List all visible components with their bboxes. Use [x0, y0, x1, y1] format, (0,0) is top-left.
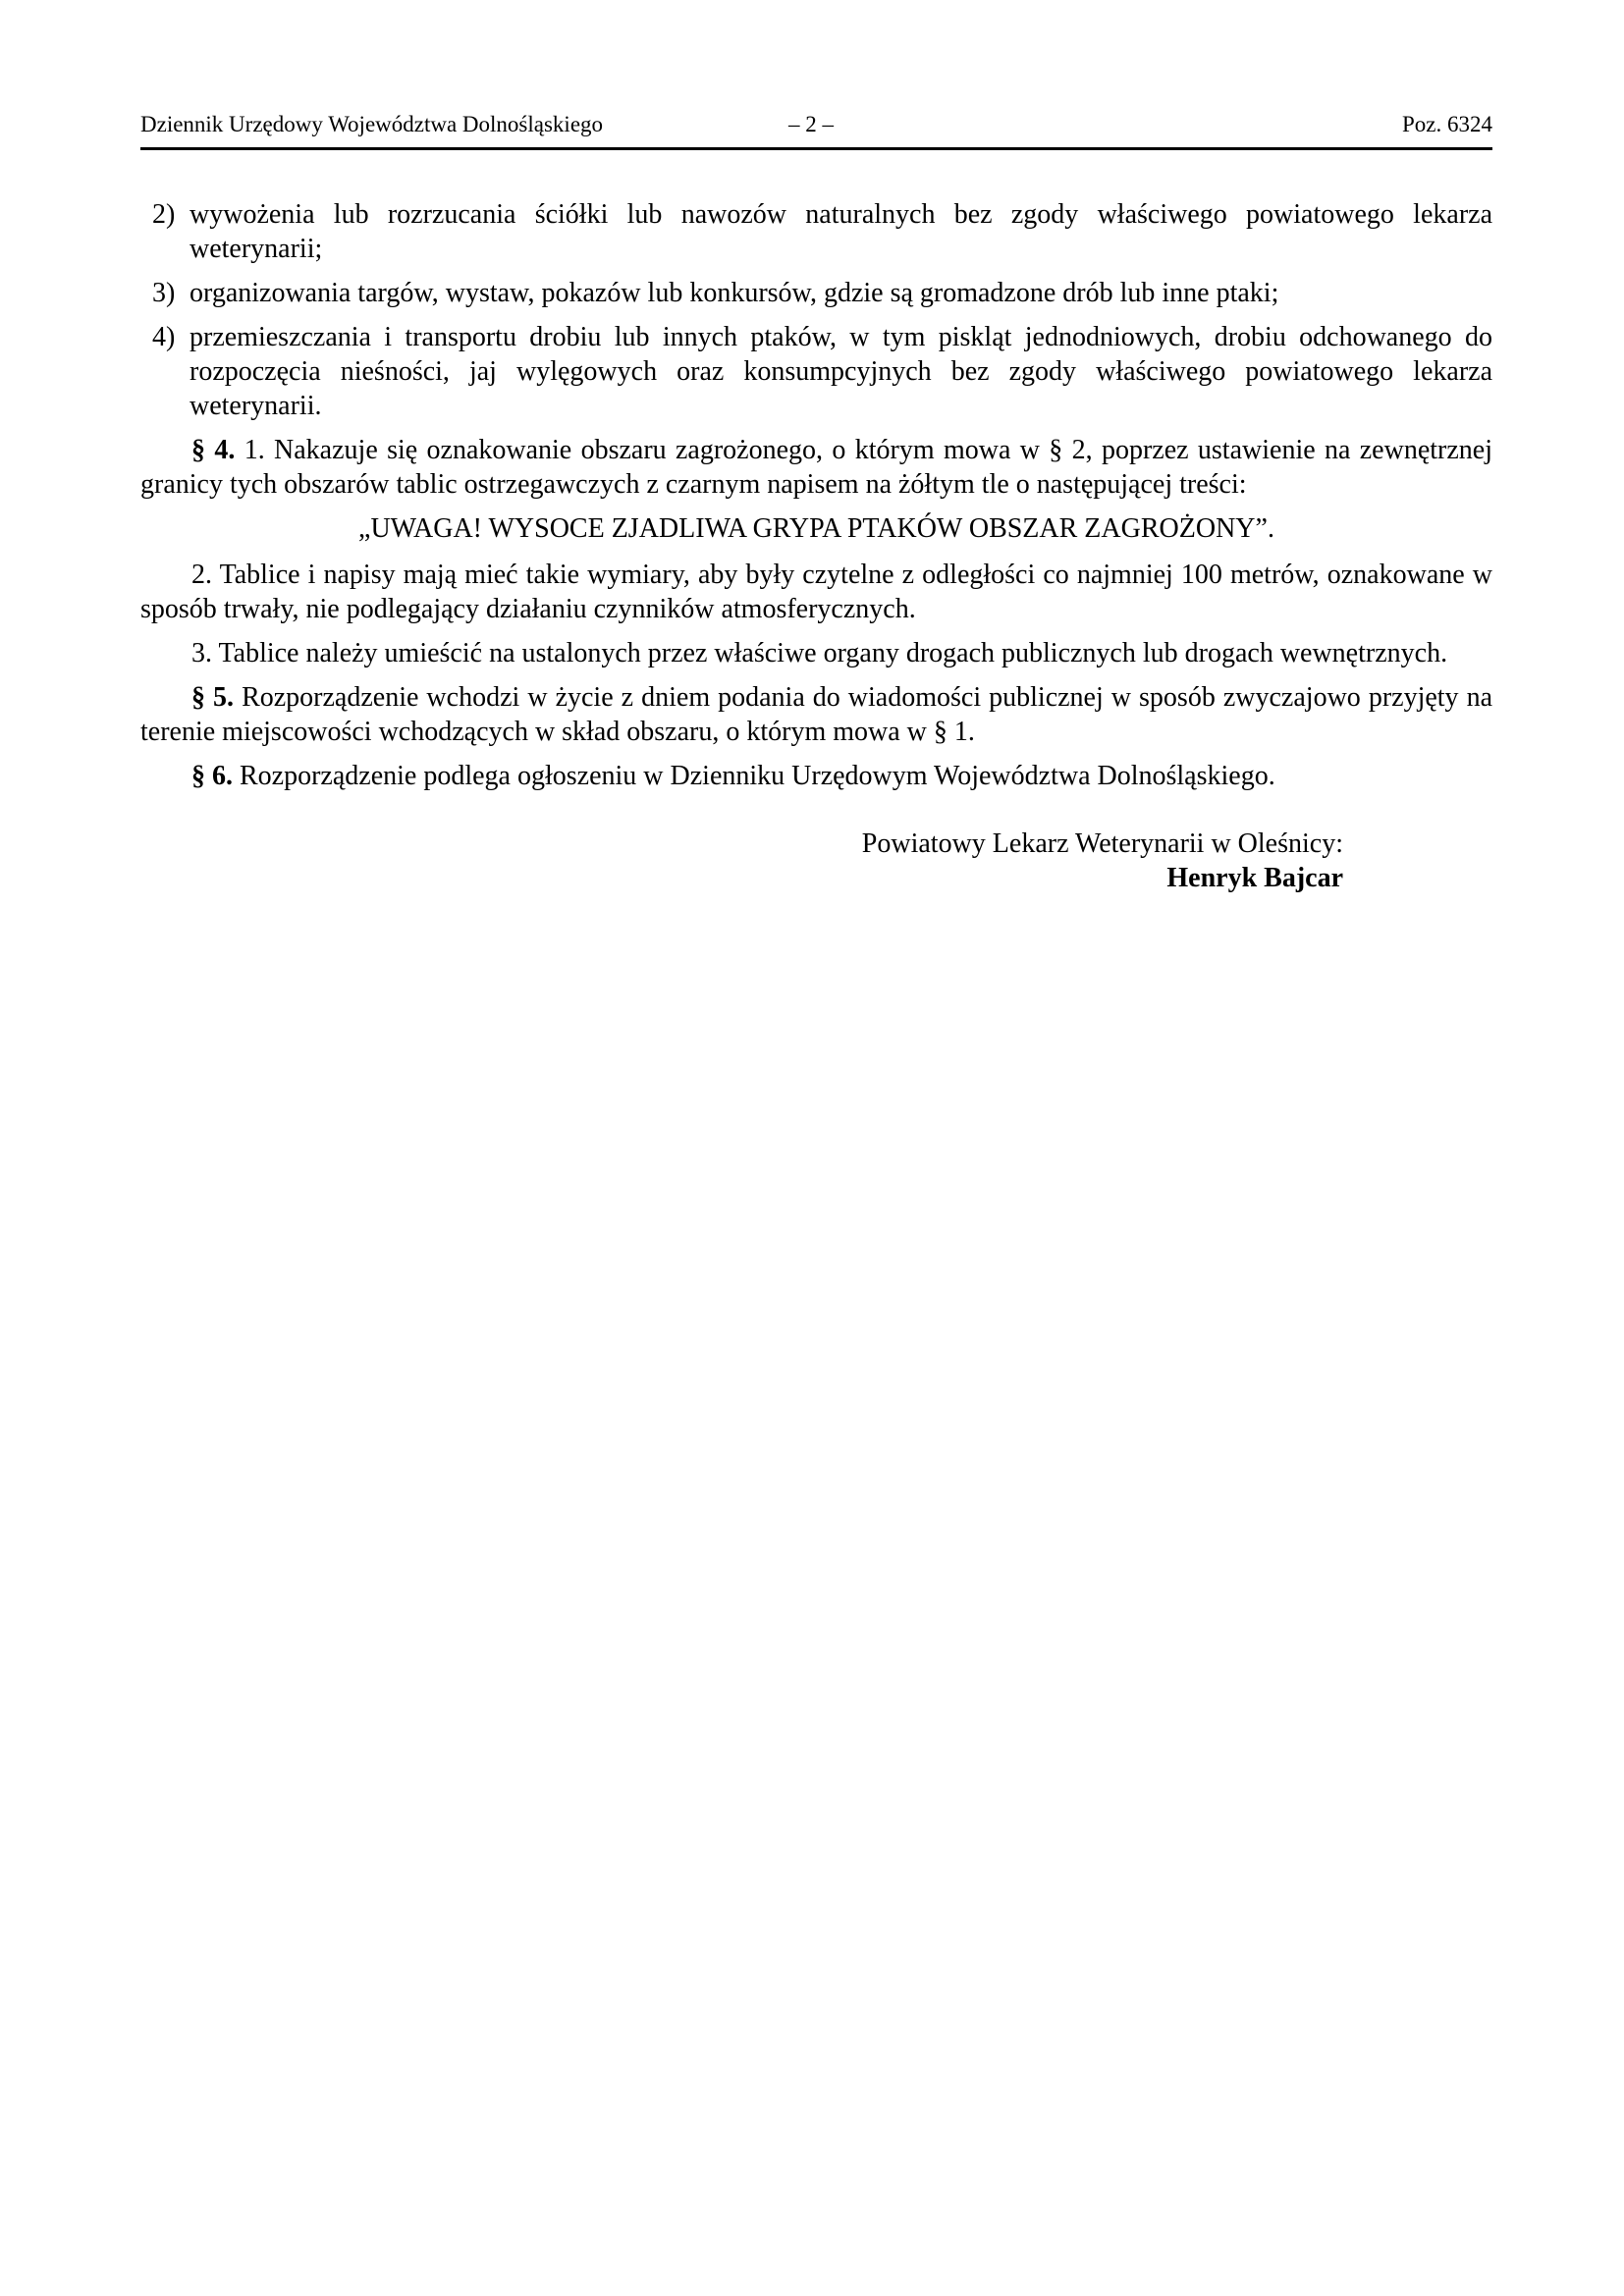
list-item-number: 4) [152, 322, 176, 352]
page-header [140, 108, 1492, 150]
section-4-text-1: 1. Nakazuje się oznakowanie obszaru zagrożonego, o którym mowa w § 2, poprzez ustawienie na zewnętrznej granicy tych obszarów tablic ostrzegawczych z czarnym napisem na żółtym tle o następującej treści: [140, 435, 1492, 500]
position-number: Poz. 6324 [1402, 112, 1492, 136]
section-5-paragraph [140, 680, 1492, 749]
list-item [140, 276, 1492, 310]
page-number: – 2 – [788, 112, 834, 136]
section-5-text: Rozporządzenie wchodzi w życie z dniem podania do wiadomości publicznej w sposób zwyczajowo przyjęty na terenie miejscowości wchodzących w skład obszaru, o którym mowa w § 1. [140, 682, 1493, 747]
section-4-paragraph-1 [140, 433, 1492, 502]
section-5-mark: § 5. [191, 682, 235, 713]
list-item [140, 197, 1492, 266]
warning-sign-text: „UWAGA! WYSOCE ZJADLIWA GRYPA PTAKÓW OBSZAR ZAGROŻONY”. [358, 513, 1274, 544]
list-item [140, 320, 1492, 423]
list-item-number: 2) [152, 199, 176, 230]
section-6-text: Rozporządzenie podlega ogłoszeniu w Dzienniku Urzędowym Województwa Dolnośląskiego. [240, 761, 1275, 791]
section-4-mark: § 4. [191, 435, 236, 465]
section-6-paragraph [140, 759, 1492, 793]
signature-title: Powiatowy Lekarz Weterynarii w Oleśnicy: [861, 828, 1343, 859]
section-6-mark: § 6. [191, 761, 233, 791]
list-item-text: przemieszczania i transportu drobiu lub innych ptaków, w tym piskląt jednodniowych, drobiu odchowanego do rozpoczęcia nieśności, jaj wylęgowych oraz konsumpcyjnych bez zgody właściwego powiatowego lekarza weterynarii. [189, 322, 1492, 421]
document-body [140, 197, 1492, 895]
journal-title: Dziennik Urzędowy Województwa Dolnośląskiego [140, 112, 604, 136]
signature-name: Henryk Bajcar [1166, 863, 1343, 893]
document-page [140, 108, 1492, 895]
list-item-number: 3) [152, 278, 176, 308]
list-item-text: organizowania targów, wystaw, pokazów lub konkursów, gdzie są gromadzone drób lub inne ptaki; [189, 278, 1279, 308]
section-4-paragraph-3: 3. Tablice należy umieścić na ustalonych przez właściwe organy drogach publicznych lub drogach wewnętrznych. [191, 638, 1448, 668]
signature-block [808, 827, 1343, 895]
section-4-paragraph-2: 2. Tablice i napisy mają mieć takie wymiary, aby były czytelne z odległości co najmniej 100 metrów, oznakowane w sposób trwały, nie podlegający działaniu czynników atmosferycznych. [140, 560, 1492, 624]
list-item-text: wywożenia lub rozrzucania ściółki lub nawozów naturalnych bez zgody właściwego powiatowego lekarza weterynarii; [189, 199, 1492, 264]
